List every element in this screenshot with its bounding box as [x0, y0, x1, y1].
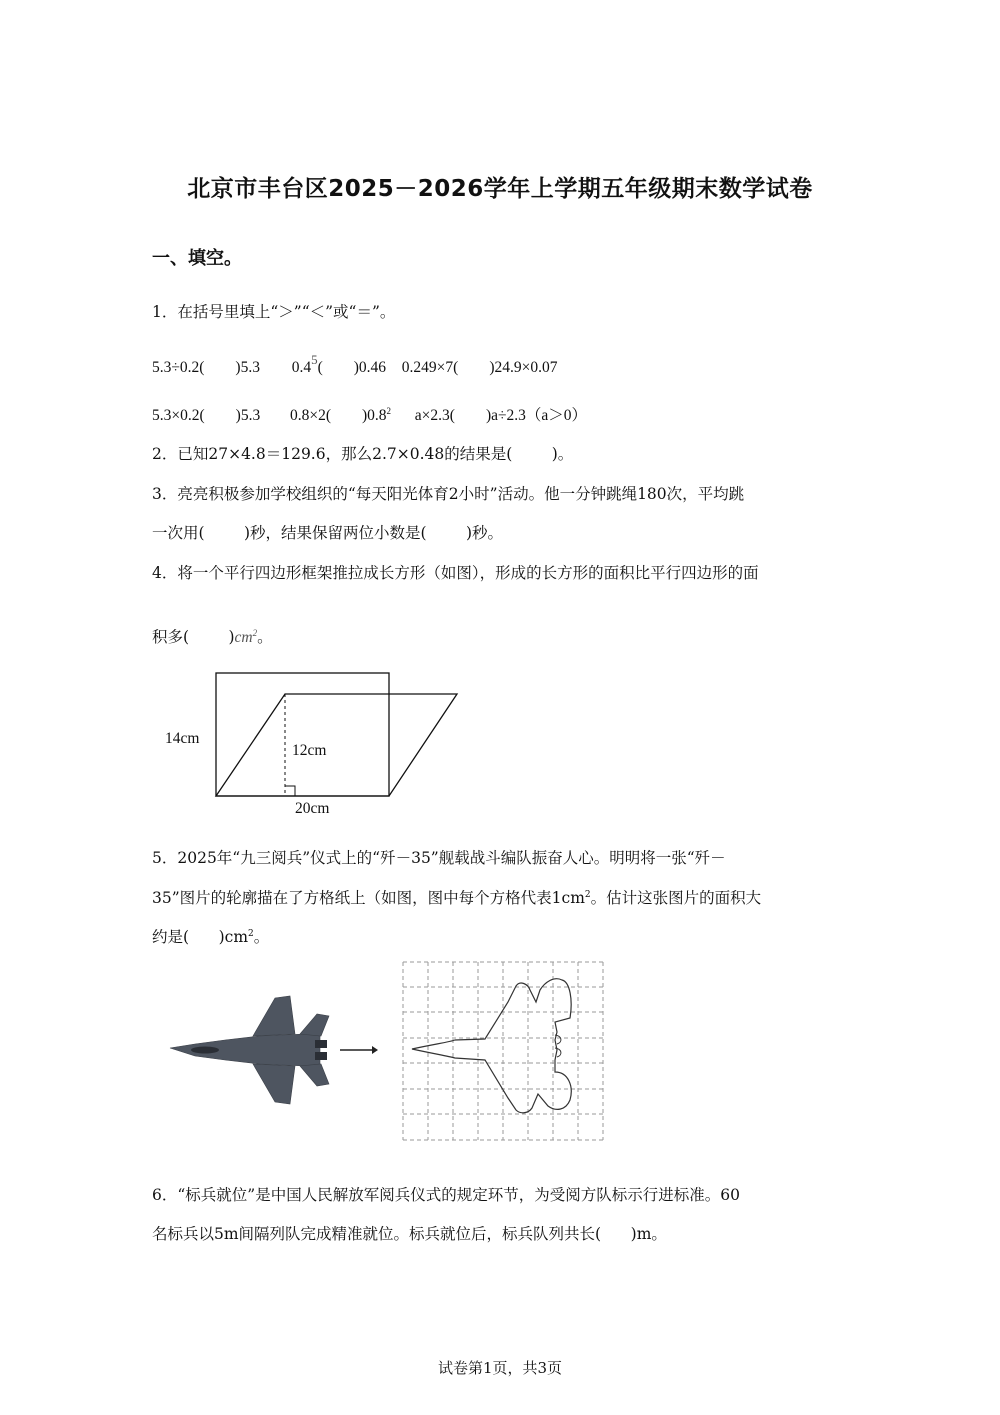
question-1-stem: 1．在括号里填上“＞”“＜”或“＝”。 — [152, 303, 396, 321]
question-4-line-2: 积多( )$cm^2$。 — [152, 628, 273, 646]
q1-expr-2-sup: 5 — [311, 352, 318, 367]
jet-cockpit — [191, 1047, 219, 1054]
question-5-line-3: 约是( )$cm^2$。 — [152, 928, 270, 946]
question-6-line-1: 6．“标兵就位”是中国人民解放军阅兵仪式的规定环节，为受阅方队标示行进标准。60 — [152, 1186, 740, 1204]
jet-upper-tail — [300, 1014, 329, 1036]
q1-expr-5-exp: 2 — [386, 406, 392, 416]
question-5-line-2: 35”图片的轮廓描在了方格纸上（如图，图中每个方格代表$1cm^2$。估计这张图片的面积大 — [152, 889, 762, 907]
q4-label-left: 14cm — [165, 730, 200, 747]
q1-expr-2: 0.4 — [291, 359, 312, 376]
section-heading-fill-blank: 一、填空。 — [152, 248, 242, 269]
q1-expr-6: a×2.3( )a÷2.3（a＞0） — [414, 407, 587, 424]
q4-label-base: 20cm — [295, 800, 330, 817]
jet-outline — [412, 979, 571, 1113]
question-4-line-1: 4．将一个平行四边形框架推拉成长方形（如图），形成的长方形的面积比平行四边形的面 — [152, 564, 759, 582]
page-footer: 试卷第1页，共3页 — [437, 1359, 563, 1377]
q4-right-angle-mark — [285, 786, 295, 796]
q1-expr-5: 0.8×2( )0.8 — [289, 407, 387, 424]
q4-rectangle — [216, 673, 389, 796]
q4-parallelogram — [216, 694, 457, 796]
q1-expr-3: 0.249×7( )24.9×0.07 — [401, 359, 558, 376]
jet-photo-image — [165, 990, 340, 1112]
question-5-line-1: 5．2025年“九三阅兵”仪式上的“歼－35”舰载战斗编队振奋人心。明明将一张“歼－ — [152, 849, 726, 867]
jet-upper-wing — [253, 996, 295, 1036]
arrow-icon — [338, 1043, 380, 1057]
q1-expr-4: 5.3×0.2( )5.3 — [152, 407, 261, 424]
jet-nozzle-upper — [315, 1040, 327, 1048]
q4-unit: cm — [234, 629, 253, 646]
jet-nozzle-lower — [315, 1052, 327, 1060]
question-3-line-2: 一次用( )秒，结果保留两位小数是( )秒。 — [152, 524, 504, 542]
question-2: 2．已知27×4.8＝129.6，那么2.7×0.48的结果是( )。 — [152, 445, 574, 463]
q4-unit-exp: 2 — [252, 628, 258, 638]
page-title: 北京市丰台区2025－2026学年上学期五年级期末数学试卷 — [187, 176, 813, 202]
jet-lower-tail — [300, 1064, 329, 1086]
q5-grid-figure — [400, 960, 606, 1142]
question-6-line-2: 名标兵以5m间隔列队完成精准就位。标兵就位后，标兵队列共长( )m。 — [152, 1225, 667, 1243]
jet-lower-wing — [253, 1064, 295, 1104]
q1-expr-2-tail: ( )0.46 — [317, 359, 387, 376]
grid-paper — [403, 962, 603, 1140]
question-3-line-1: 3．亮亮积极参加学校组织的“每天阳光体育2小时”活动。他一分钟跳绳180次，平均跳 — [152, 485, 745, 503]
q1-expr-1: 5.3÷0.2( )5.3 — [152, 359, 260, 376]
question-1-row-2 — [152, 403, 587, 425]
question-1-row-1 — [152, 352, 557, 377]
q4-label-height: 12cm — [292, 742, 327, 759]
